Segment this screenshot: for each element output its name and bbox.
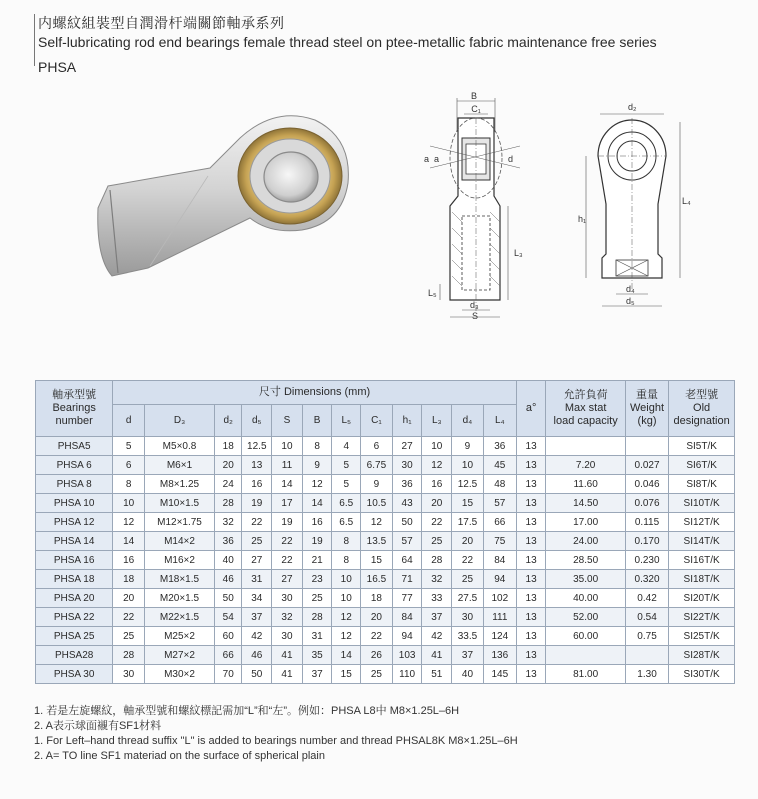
col-d2: d₂ [214, 405, 242, 437]
table-cell: SI30T/K [669, 665, 735, 684]
table-cell: 94 [392, 627, 422, 646]
table-cell: 14 [272, 475, 303, 494]
table-cell: M25×2 [145, 627, 215, 646]
table-cell: 0.230 [625, 551, 668, 570]
table-cell: 5 [332, 456, 361, 475]
table-cell: 10 [452, 456, 484, 475]
table-cell: 22 [361, 627, 393, 646]
table-cell: 34 [242, 589, 272, 608]
table-cell: 13 [516, 589, 546, 608]
table-cell: 15 [452, 494, 484, 513]
table-cell: 18 [214, 437, 242, 456]
table-cell: 12 [361, 513, 393, 532]
table-cell: 10 [113, 494, 145, 513]
col-h1: h₁ [392, 405, 422, 437]
table-cell: 41 [422, 646, 452, 665]
label-S: S [472, 311, 479, 320]
table-cell: SI14T/K [669, 532, 735, 551]
table-cell: 27.5 [452, 589, 484, 608]
dimensions-header: 尺寸 Dimensions (mm) [113, 381, 516, 405]
table-cell: 22 [242, 513, 272, 532]
table-cell: 17 [272, 494, 303, 513]
table-cell: 20 [361, 608, 393, 627]
table-row [36, 456, 735, 475]
section-drawing [410, 88, 540, 320]
label-B: B [470, 91, 478, 101]
table-cell: 50 [242, 665, 272, 684]
table-cell: 22 [452, 551, 484, 570]
table-cell: 37 [452, 646, 484, 665]
table-cell: 30 [452, 608, 484, 627]
model-header-en1: Bearings [52, 402, 96, 414]
table-cell: 40.00 [546, 589, 625, 608]
col-B: B [302, 405, 332, 437]
table-cell: 32 [422, 570, 452, 589]
table-cell: M30×2 [145, 665, 215, 684]
table-cell: 17.5 [452, 513, 484, 532]
table-cell: 50 [214, 589, 242, 608]
table-cell: 0.046 [625, 475, 668, 494]
table-cell: 6 [113, 456, 145, 475]
table-cell: SI28T/K [669, 646, 735, 665]
table-cell: M8×1.25 [145, 475, 215, 494]
table-cell: 66 [214, 646, 242, 665]
table-cell: 20 [422, 494, 452, 513]
table-cell: 13 [516, 513, 546, 532]
table-cell: 20 [214, 456, 242, 475]
table-cell: 13 [516, 570, 546, 589]
table-cell: 16 [302, 513, 332, 532]
table-cell: 11 [272, 456, 303, 475]
table-cell: 13 [516, 627, 546, 646]
weight-header-en1: Weight [630, 402, 665, 414]
table-cell: 1.30 [625, 665, 668, 684]
table-cell: 17.00 [546, 513, 625, 532]
table-cell: 94 [483, 570, 516, 589]
table-cell: 16 [242, 475, 272, 494]
table-cell: 41 [272, 665, 303, 684]
label-a1: a [424, 154, 430, 164]
label-L4: L₄ [682, 196, 691, 206]
table-cell: M20×1.5 [145, 589, 215, 608]
table-cell: 13 [516, 456, 546, 475]
table-row [36, 494, 735, 513]
label-h1: h₁ [578, 214, 587, 224]
table-cell: SI22T/K [669, 608, 735, 627]
table-cell: 28.50 [546, 551, 625, 570]
table-cell: 24 [214, 475, 242, 494]
note-cn-1: 1. 若是左旋螺紋，軸承型號和螺紋標記需加“L”和“左”。例如：PHSA L8中 M8×1.25L–6H [34, 705, 460, 717]
series-code: PHSA [38, 59, 77, 75]
table-cell: 60 [214, 627, 242, 646]
footnotes [34, 704, 518, 764]
table-cell: 15 [361, 551, 393, 570]
table-cell: 33.5 [452, 627, 484, 646]
model-cell: PHSA 14 [36, 532, 113, 551]
page-header [34, 14, 744, 76]
load-header-cn: 允許負荷 [563, 389, 608, 401]
table-cell: 35 [302, 646, 332, 665]
table-row [36, 475, 735, 494]
old-header-en2: designation [673, 415, 730, 427]
table-cell: 45 [483, 456, 516, 475]
table-cell: 6.5 [332, 494, 361, 513]
table-cell: 22 [272, 532, 303, 551]
table-cell: 5 [332, 475, 361, 494]
table-cell: SI5T/K [669, 437, 735, 456]
table-cell: 13 [516, 551, 546, 570]
rod-end-photo [90, 98, 360, 283]
note-en-2: 2. A= TO line SF1 materiad on the surface of spherical plain [34, 750, 325, 762]
table-cell: 16 [113, 551, 145, 570]
label-a2: a [434, 154, 440, 164]
table-cell: 13 [516, 494, 546, 513]
table-cell: 30 [113, 665, 145, 684]
table-cell: 10 [332, 589, 361, 608]
table-cell: SI25T/K [669, 627, 735, 646]
table-cell: 28 [113, 646, 145, 665]
old-header-en1: Old [693, 402, 711, 414]
model-cell: PHSA 30 [36, 665, 113, 684]
table-cell: 25 [452, 570, 484, 589]
col-old-header [669, 381, 735, 437]
model-cell: PHSA 10 [36, 494, 113, 513]
table-cell: 57 [392, 532, 422, 551]
table-cell: 11.60 [546, 475, 625, 494]
table-cell: 9 [302, 456, 332, 475]
table-cell: 70 [214, 665, 242, 684]
table-cell: 13 [516, 437, 546, 456]
table-cell: 0.027 [625, 456, 668, 475]
model-cell: PHSA 22 [36, 608, 113, 627]
old-header-cn: 老型號 [685, 389, 719, 401]
table-row [36, 551, 735, 570]
table-cell: 25 [422, 532, 452, 551]
col-d5: d₅ [242, 405, 272, 437]
table-cell: 22 [422, 513, 452, 532]
label-C1: C₁ [471, 104, 481, 114]
col-L5: L₅ [332, 405, 361, 437]
table-cell: 30 [272, 627, 303, 646]
table-cell: 20 [452, 532, 484, 551]
col-D3: D₃ [145, 405, 215, 437]
table-cell: 54 [214, 608, 242, 627]
table-cell: 31 [302, 627, 332, 646]
table-cell: 6 [361, 437, 393, 456]
table-row [36, 513, 735, 532]
table-cell: 0.115 [625, 513, 668, 532]
table-cell: 13 [516, 646, 546, 665]
table-cell: 13.5 [361, 532, 393, 551]
table-cell: 40 [214, 551, 242, 570]
table-cell: 37 [302, 665, 332, 684]
table-row [36, 646, 735, 665]
label-d3: d₃ [470, 300, 479, 310]
table-cell: 16.5 [361, 570, 393, 589]
table-cell: 77 [392, 589, 422, 608]
col-model-header [36, 381, 113, 437]
table-cell: M27×2 [145, 646, 215, 665]
model-cell: PHSA 20 [36, 589, 113, 608]
table-cell: 111 [483, 608, 516, 627]
table-cell: 8 [302, 437, 332, 456]
table-cell: 32 [214, 513, 242, 532]
table-cell: 10.5 [361, 494, 393, 513]
table-cell: 0.42 [625, 589, 668, 608]
table-cell: 13 [516, 608, 546, 627]
label-d: d [508, 154, 514, 164]
table-cell: 32 [272, 608, 303, 627]
model-cell: PHSA 12 [36, 513, 113, 532]
table-cell: 13 [516, 532, 546, 551]
table-cell: 10 [422, 437, 452, 456]
table-cell: 42 [242, 627, 272, 646]
table-cell: 22 [272, 551, 303, 570]
table-cell: 0.54 [625, 608, 668, 627]
table-row [36, 589, 735, 608]
table-cell: 48 [483, 475, 516, 494]
table-cell: 37 [422, 608, 452, 627]
table-row [36, 570, 735, 589]
weight-header-en2: (kg) [637, 415, 657, 427]
table-cell: 30 [272, 589, 303, 608]
table-cell: 4 [332, 437, 361, 456]
table-cell: 136 [483, 646, 516, 665]
table-cell: 46 [214, 570, 242, 589]
table-cell: 75 [483, 532, 516, 551]
table-cell: SI16T/K [669, 551, 735, 570]
table-cell: 21 [302, 551, 332, 570]
spec-table [35, 380, 735, 684]
col-load-header [546, 381, 625, 437]
table-cell: 81.00 [546, 665, 625, 684]
table-cell: 18 [361, 589, 393, 608]
table-cell: 110 [392, 665, 422, 684]
table-cell: 23 [302, 570, 332, 589]
table-cell: 19 [272, 513, 303, 532]
table-cell: 24.00 [546, 532, 625, 551]
model-cell: PHSA 8 [36, 475, 113, 494]
load-header-en1: Max stat [564, 402, 607, 414]
table-row [36, 665, 735, 684]
table-cell: 8 [332, 551, 361, 570]
note-en-1: 1. For Left–hand thread suffix "L" is added to bearings number and thread PHSAL8K M8×1.25L–6H [34, 735, 518, 747]
table-cell: 124 [483, 627, 516, 646]
model-cell: PHSA 18 [36, 570, 113, 589]
table-cell: SI20T/K [669, 589, 735, 608]
label-d4: d₄ [626, 284, 635, 294]
title-english: Self-lubricating rod end bearings female thread steel on ptee-metallic fabric maintenance free series [38, 34, 657, 50]
table-cell: 18 [113, 570, 145, 589]
table-cell: 12 [113, 513, 145, 532]
table-cell: M16×2 [145, 551, 215, 570]
label-L5: L₅ [428, 288, 437, 298]
table-cell: 25 [302, 589, 332, 608]
table-cell: 0.75 [625, 627, 668, 646]
table-cell: SI18T/K [669, 570, 735, 589]
table-cell: 25 [242, 532, 272, 551]
table-cell: M12×1.75 [145, 513, 215, 532]
table-cell: 9 [361, 475, 393, 494]
table-cell: SI12T/K [669, 513, 735, 532]
table-cell: 66 [483, 513, 516, 532]
table-cell: 31 [242, 570, 272, 589]
label-d5: d₅ [626, 296, 635, 306]
table-cell: 27 [392, 437, 422, 456]
col-C1: C₁ [361, 405, 393, 437]
table-cell: M18×1.5 [145, 570, 215, 589]
table-cell: 13 [516, 665, 546, 684]
table-cell [625, 646, 668, 665]
model-header-en2: number [55, 415, 93, 427]
col-a-header: a° [516, 381, 546, 437]
table-cell: 41 [272, 646, 303, 665]
table-cell: 36 [483, 437, 516, 456]
table-cell [546, 646, 625, 665]
table-cell: 13 [242, 456, 272, 475]
table-cell: M5×0.8 [145, 437, 215, 456]
table-cell: 64 [392, 551, 422, 570]
table-cell: 12.5 [452, 475, 484, 494]
title-chinese: 内螺紋組裝型自潤滑杆端關節軸承系列 [38, 15, 285, 31]
table-cell: 0.320 [625, 570, 668, 589]
col-L4: L₄ [483, 405, 516, 437]
table-cell: 35.00 [546, 570, 625, 589]
table-row [36, 532, 735, 551]
table-cell: 8 [332, 532, 361, 551]
col-d: d [113, 405, 145, 437]
label-d2: d₂ [628, 102, 637, 112]
col-L3: L₃ [422, 405, 452, 437]
table-cell: 28 [302, 608, 332, 627]
table-cell: 145 [483, 665, 516, 684]
table-row [36, 608, 735, 627]
table-cell: 27 [242, 551, 272, 570]
table-cell: 7.20 [546, 456, 625, 475]
col-S: S [272, 405, 303, 437]
table-cell [625, 437, 668, 456]
table-cell: 16 [422, 475, 452, 494]
table-cell: 0.076 [625, 494, 668, 513]
table-cell: 71 [392, 570, 422, 589]
table-cell: 27 [272, 570, 303, 589]
table-cell: 36 [392, 475, 422, 494]
table-cell: SI10T/K [669, 494, 735, 513]
table-cell: 14.50 [546, 494, 625, 513]
table-cell: 37 [242, 608, 272, 627]
table-row [36, 437, 735, 456]
model-cell: PHSA 16 [36, 551, 113, 570]
model-cell: PHSA 25 [36, 627, 113, 646]
label-L3: L₃ [514, 248, 523, 258]
table-cell: 103 [392, 646, 422, 665]
table-cell: M6×1 [145, 456, 215, 475]
table-cell: 51 [422, 665, 452, 684]
table-cell: 22 [113, 608, 145, 627]
table-cell: 19 [242, 494, 272, 513]
table-cell: 12 [332, 627, 361, 646]
table-cell: 50 [392, 513, 422, 532]
table-cell: 13 [516, 475, 546, 494]
table-cell: 43 [392, 494, 422, 513]
table-cell: 12 [332, 608, 361, 627]
table-cell: 10 [272, 437, 303, 456]
table-cell: 12 [422, 456, 452, 475]
load-header-en2: load capacity [553, 415, 618, 427]
table-cell: M22×1.5 [145, 608, 215, 627]
table-cell: 10 [332, 570, 361, 589]
table-cell: 40 [452, 665, 484, 684]
table-cell: SI6T/K [669, 456, 735, 475]
table-cell: 25 [113, 627, 145, 646]
table-cell: 26 [361, 646, 393, 665]
table-cell: 36 [214, 532, 242, 551]
table-cell: 14 [332, 646, 361, 665]
table-cell: 6.5 [332, 513, 361, 532]
table-cell: 20 [113, 589, 145, 608]
table-cell: 46 [242, 646, 272, 665]
table-cell: 12.5 [242, 437, 272, 456]
table-cell: 28 [214, 494, 242, 513]
model-cell: PHSA 6 [36, 456, 113, 475]
model-cell: PHSA28 [36, 646, 113, 665]
table-cell: 19 [302, 532, 332, 551]
col-d4: d₄ [452, 405, 484, 437]
table-cell: 15 [332, 665, 361, 684]
table-cell: 25 [361, 665, 393, 684]
table-cell: 57 [483, 494, 516, 513]
weight-header-cn: 重量 [636, 389, 659, 401]
model-cell: PHSA5 [36, 437, 113, 456]
table-cell: 5 [113, 437, 145, 456]
table-cell: M10×1.5 [145, 494, 215, 513]
col-weight-header [625, 381, 668, 437]
table-cell: SI8T/K [669, 475, 735, 494]
model-header-cn: 軸承型號 [52, 389, 97, 401]
table-cell: 28 [422, 551, 452, 570]
table-cell: 84 [483, 551, 516, 570]
table-cell: 12 [302, 475, 332, 494]
table-cell: 6.75 [361, 456, 393, 475]
table-cell: 9 [452, 437, 484, 456]
table-cell: 42 [422, 627, 452, 646]
table-cell: 33 [422, 589, 452, 608]
spec-table-body [36, 437, 735, 684]
table-cell: 84 [392, 608, 422, 627]
note-cn-2: 2. A表示球面襯有SF1材料 [34, 720, 162, 732]
table-cell: 30 [392, 456, 422, 475]
table-cell: 8 [113, 475, 145, 494]
table-cell: 60.00 [546, 627, 625, 646]
table-cell: 0.170 [625, 532, 668, 551]
table-row [36, 627, 735, 646]
table-cell: 52.00 [546, 608, 625, 627]
table-cell: 14 [302, 494, 332, 513]
table-cell [546, 437, 625, 456]
table-cell: 102 [483, 589, 516, 608]
table-cell: 14 [113, 532, 145, 551]
table-cell: M14×2 [145, 532, 215, 551]
side-view-drawing [578, 94, 698, 324]
